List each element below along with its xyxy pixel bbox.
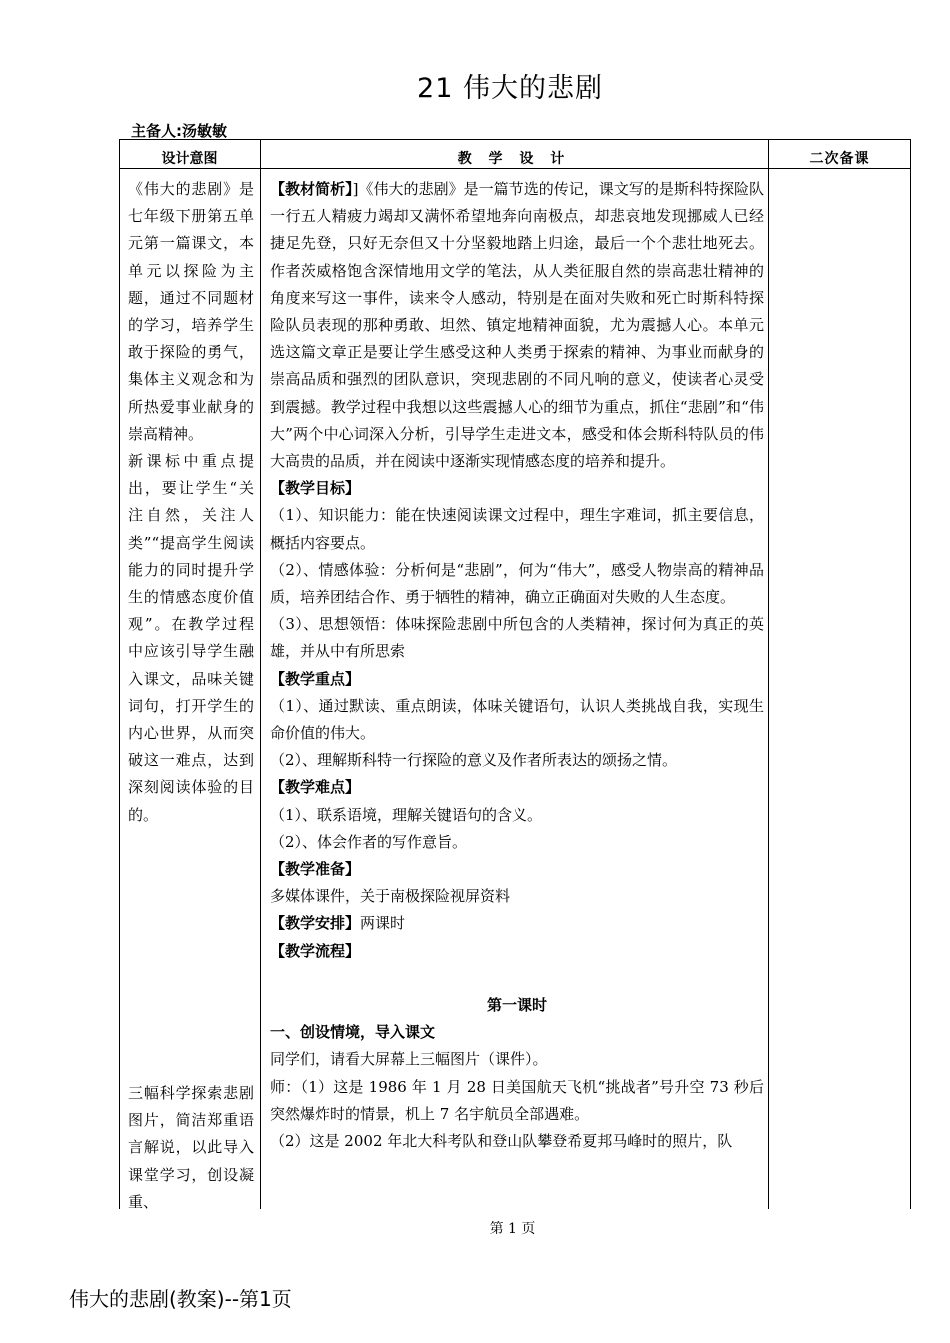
header-teaching-design: 教 学 设 计 xyxy=(457,151,571,167)
header-divider xyxy=(119,168,911,169)
key-point-item: （1）、通过默读、重点朗读，体味关键语句，认识人类挑战自我，实现生命价值的伟大。 xyxy=(270,696,764,743)
section-label: 【教学目标】 xyxy=(270,479,361,498)
schedule-text: 两课时 xyxy=(360,914,406,933)
teaching-design-column xyxy=(270,176,764,1155)
section-label: 【教学安排】 xyxy=(270,914,361,933)
document-title: 21 伟大的悲剧 xyxy=(417,73,603,104)
section-label: 【教学难点】 xyxy=(270,778,361,797)
goal-item: （1）、知识能力：能在快速阅读课文过程中，理生字难词，抓主要信息，概括内容要点。 xyxy=(270,506,764,552)
lesson-title: 第一课时 xyxy=(486,995,547,1014)
intent-note: 《伟大的悲剧》是七年级下册第五单元第一篇课文，本单元以探险为主题，通过不同题材的学习，培养学生敢于探险的勇气，集体主义观念和为所热爱事业献身的崇高精神。 xyxy=(128,180,254,443)
section-text-line: 师：（1）这是 1986 年 1 月 28 日美国航天飞机“挑战者”号升空 73 秒后突然爆炸时的情景，机上 7 名宇航员全部遇难。 xyxy=(270,1077,764,1123)
section-text-line: （2）这是 2002 年北大科考队和登山队攀登希夏邦马峰时的照片，队 xyxy=(270,1131,733,1150)
design-intent-column-lower xyxy=(128,1080,254,1216)
goal-item: （2）、情感体验：分析何是“悲剧”，何为“伟大”，感受人物崇高的精神品质，培养团结合作、勇于牺牲的精神，确立正确面对失败的人生态度。 xyxy=(270,560,764,607)
difficult-point-item: （2）、体会作者的写作意旨。 xyxy=(270,832,468,851)
section-label: 【教学重点】 xyxy=(270,669,361,688)
intent-note: 新课标中重点提出，要让学生“关注自然，关注人类”“提高学生阅读能力的同时提升学生的情感态度价值观”。在教学过程中应该引导学生融入课文，品味关键词句，打开学生的内心世界，从而突破这一难点，达到深刻阅读体验的目的。 xyxy=(128,452,254,824)
section-label: 【教学流程】 xyxy=(270,941,361,960)
header-design-intent: 设计意图 xyxy=(161,151,218,167)
analysis-text: ]《伟大的悲剧》是一篇节选的传记，课文写的是斯科特探险队一行五人精疲力竭却又满怀希望地奔向南极点，却悲哀地发现挪威人已经捷足先登，只好无奈但又十分坚毅地踏上归途，最后一个个悲壮地死去。作者茨威格饱含深情地用文学的笔法，从人类征服自然的崇高悲壮精神的角度来写这一事件，读来令人感动，特别是在面对失败和死亡时斯科特探险队员表现的那种勇敢、坦然、镇定地精神面貌，尤为震撼人心。本单元选这篇文章正是要让学生感受这种人类勇于探索的精神、为事业而献身的崇高品质和强烈的团队意识，突现悲剧的不同凡响的意义，使读者心灵受到震撼。教学过程中我想以这些震撼人心的细节为重点，抓住“悲剧”和“伟大”两个中心词深入分析，引导学生走进文本，感受和体会斯科特队员的伟大高贵的品质，并在阅读中逐渐实现情感态度的培养和提升。 xyxy=(270,180,764,471)
preparer-label: 主备人:汤敏敏 xyxy=(131,122,227,140)
header-second-prep: 二次备课 xyxy=(809,151,870,167)
section-label: 【教学准备】 xyxy=(270,860,361,879)
schedule-paragraph xyxy=(270,910,764,937)
section-text-line: 同学们，请看大屏幕上三幅图片（课件）。 xyxy=(270,1050,548,1069)
intent-note: 三幅科学探索悲剧图片，简洁郑重语言解说，以此导入课堂学习，创设凝重、 xyxy=(128,1084,254,1211)
page-number: 第 1 页 xyxy=(489,1221,536,1237)
column-divider xyxy=(260,139,261,1209)
prep-text: 多媒体课件，关于南极探险视屏资料 xyxy=(270,887,511,906)
footer-caption: 伟大的悲剧(教案)--第1页 xyxy=(69,1287,292,1311)
section-label: 【教材简析】 xyxy=(270,180,353,198)
difficult-point-item: （1）、联系语境，理解关键语句的含义。 xyxy=(270,805,543,824)
goal-item: （3）、思想领悟：体味探险悲剧中所包含的人类精神，探讨何为真正的英雄，并从中有所思索 xyxy=(270,615,764,661)
analysis-paragraph xyxy=(270,176,764,475)
design-intent-column xyxy=(128,176,254,829)
key-point-item: （2）、理解斯科特一行探险的意义及作者所表达的颂扬之情。 xyxy=(270,751,678,770)
section-heading: 一、创设情境，导入课文 xyxy=(270,1023,436,1042)
column-divider xyxy=(768,139,769,1209)
